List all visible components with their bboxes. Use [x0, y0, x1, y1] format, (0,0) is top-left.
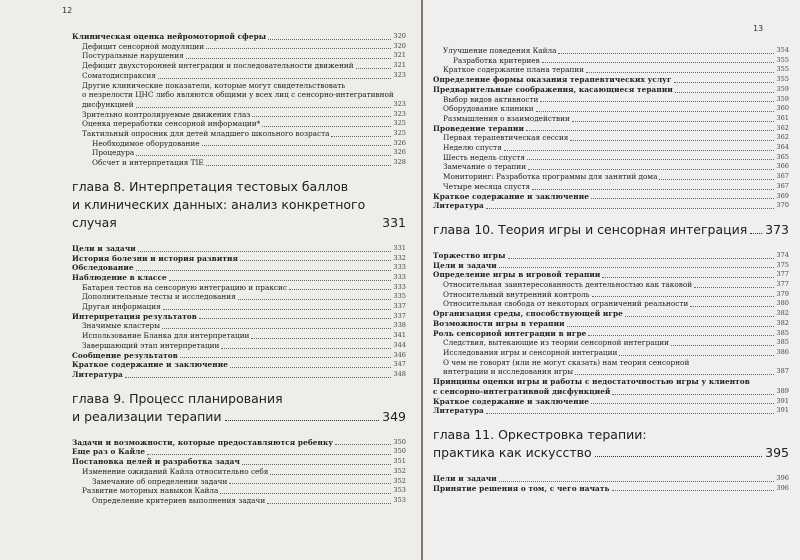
toc-entry: [433, 358, 789, 377]
toc-entry-page: 351: [393, 457, 406, 466]
toc-entry-text: Возможности игры в терапии: [433, 318, 565, 328]
toc-entry: [72, 273, 406, 283]
toc-entry-page: 326: [393, 148, 406, 157]
chapter-prefix: глава 11.: [433, 426, 495, 442]
toc-entry-text: Мониторинг: Разработка программы для занятий дома: [443, 172, 658, 182]
toc-entry: [72, 110, 406, 120]
toc-entry-text: Цели и задачи: [433, 473, 497, 483]
toc-entry: [72, 457, 406, 467]
toc-entry-text: Литература: [433, 406, 484, 416]
chapter-title-line1: Интерпретация тестовых баллов: [129, 178, 349, 194]
toc-entry-text: Использование Бланка для интерпретации: [82, 331, 250, 341]
toc-entry-text: История болезни и история развития: [72, 253, 238, 263]
toc-entry: [72, 312, 406, 322]
toc-entry-page: 350: [393, 437, 406, 446]
toc-entry: [72, 341, 406, 351]
chapter-heading: [433, 426, 789, 462]
toc-entry-page: 321: [393, 61, 406, 70]
toc-entry-text: Выбор видов активности: [443, 94, 539, 104]
toc-entry: [433, 309, 789, 319]
toc-entry-page: 331: [393, 243, 406, 252]
toc-entry: [433, 474, 789, 484]
toc-entry: [433, 319, 789, 329]
toc-entry-text: Дефицит двухсторонней интеграции и последовательности движений: [82, 61, 354, 71]
toc-entry-text: Дефицит сенсорной модуляции: [82, 41, 205, 51]
chapter-heading: [72, 178, 406, 232]
toc-entry: [72, 119, 406, 129]
toc-entry: [433, 114, 789, 124]
toc-entry-text: интеграции и исследования игры: [443, 367, 573, 377]
toc-entry-text: о незрелости ЦНС либо являются общими у всех лиц с сенсорно-интегративной: [82, 90, 394, 100]
toc-entry-page: 348: [393, 369, 406, 378]
toc-entry-text: Сообщение результатов: [72, 350, 178, 360]
toc-entry: [433, 251, 789, 261]
toc-entry-page: 328: [393, 158, 406, 167]
toc-entry: [72, 331, 406, 341]
toc-entry-page: 380: [776, 299, 789, 308]
toc-entry: [433, 153, 789, 163]
toc-entry-text: Изменение ожиданий Кайла относительно себя: [82, 466, 269, 476]
toc-entry: [433, 192, 789, 202]
chapter-heading: [433, 221, 789, 239]
chapter-title-line2: и реализации терапии: [72, 408, 222, 424]
toc-entry: [72, 61, 406, 71]
toc-entry: [433, 172, 789, 182]
toc-entry: [433, 280, 789, 290]
toc-entry: [433, 406, 789, 416]
chapter-page: 349: [382, 408, 406, 424]
toc-entry-text: Роль сенсорной интеграции в игре: [433, 328, 587, 338]
toc-entry-page: 366: [776, 162, 789, 171]
toc-entry-page: 337: [393, 311, 406, 320]
toc-entry-page: 361: [776, 113, 789, 122]
toc-entry: [433, 46, 789, 56]
toc-entry: [72, 283, 406, 293]
toc-entry: [72, 32, 406, 42]
toc-entry-page: 321: [393, 51, 406, 60]
toc-entry-page: 370: [776, 201, 789, 210]
toc-left: [72, 32, 406, 506]
toc-entry-page: 341: [393, 331, 406, 340]
chapter-title-line2: практика как искусство: [433, 444, 592, 460]
toc-group: [433, 46, 789, 211]
toc-entry-page: 355: [776, 75, 789, 84]
toc-entry-text: Относительный внутренний контроль: [443, 289, 590, 299]
toc-entry-page: 359: [776, 94, 789, 103]
toc-entry: [433, 75, 789, 85]
toc-entry-page: 325: [393, 119, 406, 128]
toc-entry-page: 323: [393, 99, 406, 108]
toc-entry-text: Определение формы оказания терапевтических услуг: [433, 75, 672, 85]
toc-entry: [433, 338, 789, 348]
toc-entry: [433, 85, 789, 95]
toc-group: [72, 438, 406, 506]
toc-entry-text: Размышления о взаимодействии: [443, 113, 570, 123]
toc-entry: [72, 51, 406, 61]
toc-entry-page: 355: [776, 55, 789, 64]
toc-entry-text: Следствия, вытекающие из теории сенсорной интеграции: [443, 338, 670, 348]
toc-right: [433, 46, 789, 493]
toc-entry-text: Замечание о терапии: [443, 162, 527, 172]
toc-entry-page: 367: [776, 181, 789, 190]
toc-entry: [433, 270, 789, 280]
toc-entry: [433, 299, 789, 309]
chapter-title-line2: и клинических данных: анализ конкретного случая: [72, 196, 366, 230]
chapter-title-line1: Процесс планирования: [129, 390, 283, 406]
toc-entry: [72, 158, 406, 168]
toc-entry-text: Завершающий этап интерпретации: [82, 340, 220, 350]
toc-entry-text: Торжество игры: [433, 250, 506, 260]
toc-entry-text: Замечание об определении задачи: [92, 476, 228, 486]
toc-entry: [72, 496, 406, 506]
toc-entry: [72, 351, 406, 361]
toc-entry-text: О чем не говорят (или не могут сказать) нам теория сенсорной: [443, 357, 690, 367]
right-page: [423, 0, 800, 560]
toc-entry-page: 387: [776, 367, 789, 376]
toc-entry-text: Проведение терапии: [433, 123, 524, 133]
toc-entry-page: 353: [393, 495, 406, 504]
toc-entry: [72, 321, 406, 331]
toc-entry: [72, 254, 406, 264]
toc-entry-page: 346: [393, 350, 406, 359]
toc-entry: [433, 329, 789, 339]
toc-entry: [433, 162, 789, 172]
toc-entry: [72, 486, 406, 496]
toc-entry: [72, 360, 406, 370]
toc-entry-text: Постановка целей и разработка задач: [72, 457, 240, 467]
toc-entry-text: Относительная заинтересованность деятельностью как таковой: [443, 280, 693, 290]
toc-entry-page: 369: [776, 191, 789, 200]
toc-entry-text: Краткое содержание плана терапии: [443, 65, 585, 75]
toc-entry: [433, 56, 789, 66]
toc-entry-text: с сенсорно-интегративной дисфункцией: [433, 386, 611, 396]
toc-entry: [72, 302, 406, 312]
chapter-prefix: глава 9.: [72, 390, 126, 406]
toc-entry-text: Оборудование клиники: [443, 104, 534, 114]
toc-entry-text: Определение игры в игровой терапии: [433, 270, 601, 280]
toc-entry-text: Принятие решения о том, с чего начать: [433, 483, 610, 493]
chapter-page: 331: [382, 214, 406, 230]
toc-entry: [433, 348, 789, 358]
toc-entry: [72, 148, 406, 158]
toc-entry: [72, 139, 406, 149]
toc-entry: [72, 438, 406, 448]
toc-entry: [72, 42, 406, 52]
chapter-title-line1: Оркестровка терапии:: [498, 426, 647, 442]
toc-entry-page: 385: [776, 328, 789, 337]
toc-entry: [433, 484, 789, 494]
toc-entry-text: Исследования игры и сенсорной интеграции: [443, 347, 618, 357]
toc-entry-text: Первая терапевтическая сессия: [443, 133, 569, 143]
toc-entry: [433, 397, 789, 407]
toc-entry: [433, 377, 789, 396]
toc-entry-page: 377: [776, 280, 789, 289]
toc-entry: [433, 95, 789, 105]
toc-entry: [72, 263, 406, 273]
toc-entry: [72, 447, 406, 457]
toc-entry: [72, 477, 406, 487]
toc-entry-text: Постуральные нарушения: [82, 51, 184, 61]
toc-entry-text: Интерпретация результатов: [72, 311, 197, 321]
toc-entry-page: 375: [776, 260, 789, 269]
toc-entry-text: Организация среды, способствующей игре: [433, 309, 623, 319]
toc-entry: [433, 104, 789, 114]
toc-entry-text: Шесть недель спустя: [443, 152, 525, 162]
toc-entry-page: 362: [776, 133, 789, 142]
toc-entry-page: 323: [393, 109, 406, 118]
toc-entry-page: 382: [776, 318, 789, 327]
toc-entry-text: Еще раз о Кайле: [72, 447, 146, 457]
toc-entry-page: 344: [393, 340, 406, 349]
toc-entry-text: Другая информация: [82, 302, 161, 312]
toc-entry-page: 354: [776, 46, 789, 54]
toc-entry-page: 379: [776, 289, 789, 298]
toc-entry-text: Процедура: [92, 148, 135, 158]
toc-entry-page: 326: [393, 138, 406, 147]
toc-entry: [72, 71, 406, 81]
toc-entry-page: 386: [776, 347, 789, 356]
toc-entry-page: 362: [776, 123, 789, 132]
toc-entry-text: Задачи и возможности, которые предоставляются ребенку: [72, 437, 334, 447]
toc-entry-page: 353: [393, 486, 406, 495]
toc-entry-page: 333: [393, 282, 406, 291]
toc-entry: [72, 467, 406, 477]
toc-entry-page: 377: [776, 270, 789, 279]
toc-entry-page: 332: [393, 253, 406, 262]
toc-entry-text: Обследование: [72, 263, 134, 273]
toc-entry-text: Оценка переработки сенсорной информации*: [82, 119, 261, 129]
toc-entry-page: 338: [393, 321, 406, 330]
toc-entry-text: Развитие моторных навыков Кайла: [82, 486, 219, 496]
toc-entry-page: 396: [776, 483, 789, 492]
toc-entry-text: Краткое содержание и заключение: [72, 360, 228, 370]
toc-group: [72, 32, 406, 168]
toc-entry-page: 391: [776, 406, 789, 415]
toc-entry-page: 360: [776, 104, 789, 113]
toc-entry-text: Значимые кластеры: [82, 321, 161, 331]
toc-entry-text: Наблюдение в классе: [72, 272, 167, 282]
toc-entry-page: 325: [393, 129, 406, 138]
toc-entry: [72, 129, 406, 139]
toc-entry-text: Литература: [72, 369, 123, 379]
chapter-heading: [72, 390, 406, 426]
toc-entry: [72, 244, 406, 254]
toc-entry-page: 364: [776, 143, 789, 152]
toc-entry-page: 365: [776, 152, 789, 161]
toc-entry-text: Соматодиспраксия: [82, 70, 156, 80]
toc-entry-page: 333: [393, 263, 406, 272]
toc-entry-text: Батарея тестов на сенсорную интеграцию и праксис: [82, 282, 287, 292]
toc-entry: [433, 65, 789, 75]
toc-entry-text: Тактильный опросник для детей младшего школьного возраста: [82, 129, 330, 139]
toc-entry-page: 352: [393, 466, 406, 475]
page-number: 13: [753, 24, 764, 33]
toc-entry-page: 323: [393, 70, 406, 79]
toc-entry: [433, 182, 789, 192]
toc-entry-page: 359: [776, 84, 789, 93]
toc-group: [72, 244, 406, 380]
toc-group: [433, 474, 789, 493]
toc-entry-text: Краткое содержание и заключение: [433, 191, 589, 201]
toc-entry-page: 337: [393, 302, 406, 311]
toc-entry-page: 352: [393, 476, 406, 485]
chapter-prefix: глава 10.: [433, 221, 495, 237]
toc-entry-text: Улучшение поведения Кайла: [443, 46, 557, 55]
toc-entry-text: Зрительно контролируемые движения глаз: [82, 109, 251, 119]
toc-entry-text: дисфункцией: [82, 99, 134, 109]
toc-entry-page: 367: [776, 172, 789, 181]
toc-entry: [72, 81, 406, 110]
toc-entry-page: 335: [393, 292, 406, 301]
toc-entry-text: Необходимое оборудование: [92, 138, 200, 148]
toc-entry-page: 385: [776, 338, 789, 347]
toc-entry-text: Дополнительные тесты и исследования: [82, 292, 236, 302]
toc-entry-text: Другие клинические показатели, которые могут свидетельствовать: [82, 80, 346, 90]
chapter-title: Теория игры и сенсорная интеграция: [498, 221, 748, 237]
toc-entry-text: Четыре месяца спустя: [443, 181, 531, 191]
toc-entry: [433, 261, 789, 271]
toc-entry: [433, 143, 789, 153]
toc-entry: [433, 124, 789, 134]
toc-entry-text: Обсчет и интерпретация TIE: [92, 158, 204, 168]
toc-entry: [433, 290, 789, 300]
toc-entry-page: 350: [393, 447, 406, 456]
toc-entry-page: 374: [776, 250, 789, 259]
chapter-page: 395: [765, 444, 789, 460]
chapter-page: 373: [765, 221, 789, 237]
toc-entry-text: Разработка критериев: [453, 55, 540, 65]
toc-entry-text: Цели и задачи: [433, 260, 497, 270]
page-number: 12: [62, 6, 73, 15]
toc-entry-page: 320: [393, 32, 406, 40]
toc-entry-text: Принципы оценки игры и работы с недостаточностью игры у клиентов: [433, 377, 750, 387]
toc-entry-page: 333: [393, 272, 406, 281]
toc-entry-page: 389: [776, 386, 789, 395]
toc-entry-text: Литература: [433, 201, 484, 211]
toc-entry-text: Относительная свобода от некоторых ограничений реальности: [443, 299, 689, 309]
toc-entry: [72, 292, 406, 302]
toc-entry-text: Цели и задачи: [72, 243, 136, 253]
toc-entry-text: Предварительные соображения, касающиеся терапии: [433, 84, 673, 94]
toc-entry-page: 320: [393, 41, 406, 50]
toc-entry-text: Определение критериев выполнения задачи: [92, 495, 266, 505]
toc-entry-text: Краткое содержание и заключение: [433, 396, 589, 406]
toc-group: [433, 251, 789, 416]
toc-entry-page: 347: [393, 360, 406, 369]
toc-entry-text: Неделю спустя: [443, 143, 502, 153]
toc-entry: [433, 201, 789, 211]
toc-entry-page: 355: [776, 65, 789, 74]
toc-entry-page: 396: [776, 473, 789, 482]
toc-entry: [72, 370, 406, 380]
chapter-prefix: глава 8.: [72, 178, 126, 194]
toc-entry-page: 391: [776, 396, 789, 405]
toc-entry-text: Клиническая оценка нейромоторной сферы: [72, 32, 267, 41]
toc-entry: [433, 133, 789, 143]
toc-entry-page: 382: [776, 309, 789, 318]
